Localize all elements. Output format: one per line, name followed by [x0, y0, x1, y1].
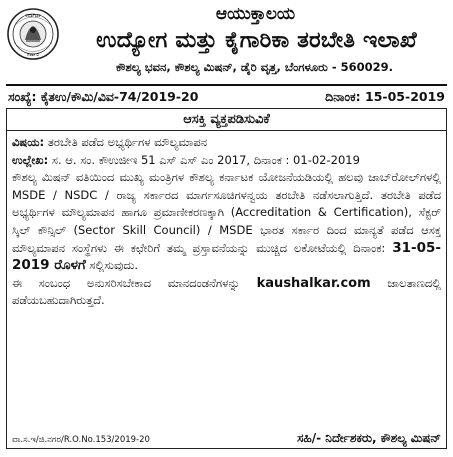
signature-line: ಸಹಿ/- ನಿರ್ದೇಶಕರು, ಕೌಶಲ್ಯ ಮಿಷನ್ — [297, 431, 441, 445]
body-text-part3: ಈ ಸಂಬಂಧ ಅನುಸರಿಸಬೇಕಾದ ಮಾನದಂಡನೆಗಳನ್ನು — [12, 275, 257, 290]
emblem-bottom-text: ಸರ್ಕಾರ — [27, 52, 39, 58]
website-paragraph — [12, 275, 441, 310]
notice-box — [6, 108, 447, 449]
reference-row — [8, 88, 445, 106]
deadline-date: 31-05-2019 ರೊಳಗೆ — [12, 239, 441, 274]
release-order-number: ವಾ.ಸ.ಇ/ಜಿ.ನಗರ/R.O.No.153/2019-20 — [12, 435, 150, 445]
notice-footer — [12, 430, 441, 446]
reference-date: ದಿನಾಂಕ: 15-05-2019 — [325, 89, 445, 104]
reference-line — [12, 152, 441, 170]
reference-text: ಸ. ಆ. ಸಂ. ಕೌಉಜೀಇ 51 ಎಸ್ ಎಸ್ ಎಂ 2017, ದಿನಾಂಕ : 01-02-2019 — [48, 152, 360, 167]
subject-line — [12, 134, 441, 152]
emblem-top-text: ಕರ್ನಾಟಕ — [25, 13, 41, 19]
letterhead — [0, 0, 453, 86]
body-text-part1: ಕೌಶಲ್ಯ ಮಿಷನ್ ವತಿಯಿಂದ ಮುಖ್ಯ ಮಂತ್ರಿಗಳ ಕೌಶಲ್ಯ ಕರ್ನಾಟಕ ಯೋಜನೆಯಡಿಯಲ್ಲಿ ಹಲವು ಜಾಬ್‌ರೋಲ್‌ಗಳಲ್ಲಿ MSDE / NSDC / ರಾಜ್ಯ ಸರ್ಕಾರದ ಮಾರ್ಗಸೂಚಿಗಳನ್ವಯ ತರಬೇತಿ ನಡೆಸಲಾಗುತ್ತಿದೆ. ತರಬೇತಿ ಪಡೆದ ಅಭ್ಯರ್ಥಿಗಳ ಮೌಲ್ಯಮಾಪನ ಹಾಗೂ ಪ್ರಮಾಣೀಕರಣಕ್ಕಾಗಿ (Accreditation & Certification), ಸೆಕ್ಟರ್ ಸ್ಕಿಲ್ ಕೌನ್ಸಿಲ್ (Sector Skill Council) / MSDE ಭಾರತ ಸರ್ಕಾರ ದಿಂದ ಮಾನ್ಯತೆ ಪಡೆದ ಆಸಕ್ತ ಮೌಲ್ಯಮಾಪನ ಸಂಸ್ಥೆಗಳು ಈ ಕಛೇರಿಗೆ ತಮ್ಮ ಪ್ರಸ್ತಾವನೆಯನ್ನು ಮುಚ್ಚಿದ ಲಕೋಟೆಯಲ್ಲಿ ದಿನಾಂಕ: — [12, 170, 441, 255]
header-divider — [6, 84, 447, 86]
reference-number: ಸಂಖ್ಯೆ: ಕೈತಉ/ಕೌಮಿ/ವಿವ-74/2019-20 — [8, 89, 199, 104]
department-title: ಉದ್ಯೋಗ ಮತ್ತು ಕೈಗಾರಿಕಾ ತರಬೇತಿ ಇಲಾಖೆ — [96, 27, 417, 53]
office-address: ಕೌಶಲ್ಯ ಭವನ, ಕೌಶಲ್ಯ ಮಿಷನ್, ಡೈರಿ ವೃತ್ತ, ಬೆಂಗಳೂರು - 560029. — [116, 60, 393, 74]
subject-label: ವಿಷಯ: — [12, 135, 45, 149]
website-link[interactable]: kaushalkar.com — [256, 275, 371, 291]
main-paragraph — [12, 169, 441, 275]
notice-body — [7, 131, 446, 310]
office-title: ಆಯುಕ್ತಾಲಯ — [215, 4, 296, 24]
reference-label: ಉಲ್ಲೇಖ: — [12, 152, 49, 167]
subject-text: ತರಬೇತಿ ಪಡೆದ ಅಭ್ಯರ್ಥಿಗಳ ಮೌಲ್ಯಮಾಪನ — [44, 135, 208, 149]
notice-title: ಆಸಕ್ತಿ ವ್ಯಕ್ತಪಡಿಸುವಿಕೆ — [7, 109, 446, 131]
body-text-part4: ಜಾಲತಾಣದಲ್ಲಿ ಪಡೆಯಬಹುದಾಗಿರುತ್ತದೆ. — [12, 275, 442, 308]
body-text-part2: ಸಲ್ಲಿಸುವುದು. — [85, 258, 139, 273]
karnataka-emblem-icon — [6, 6, 60, 62]
